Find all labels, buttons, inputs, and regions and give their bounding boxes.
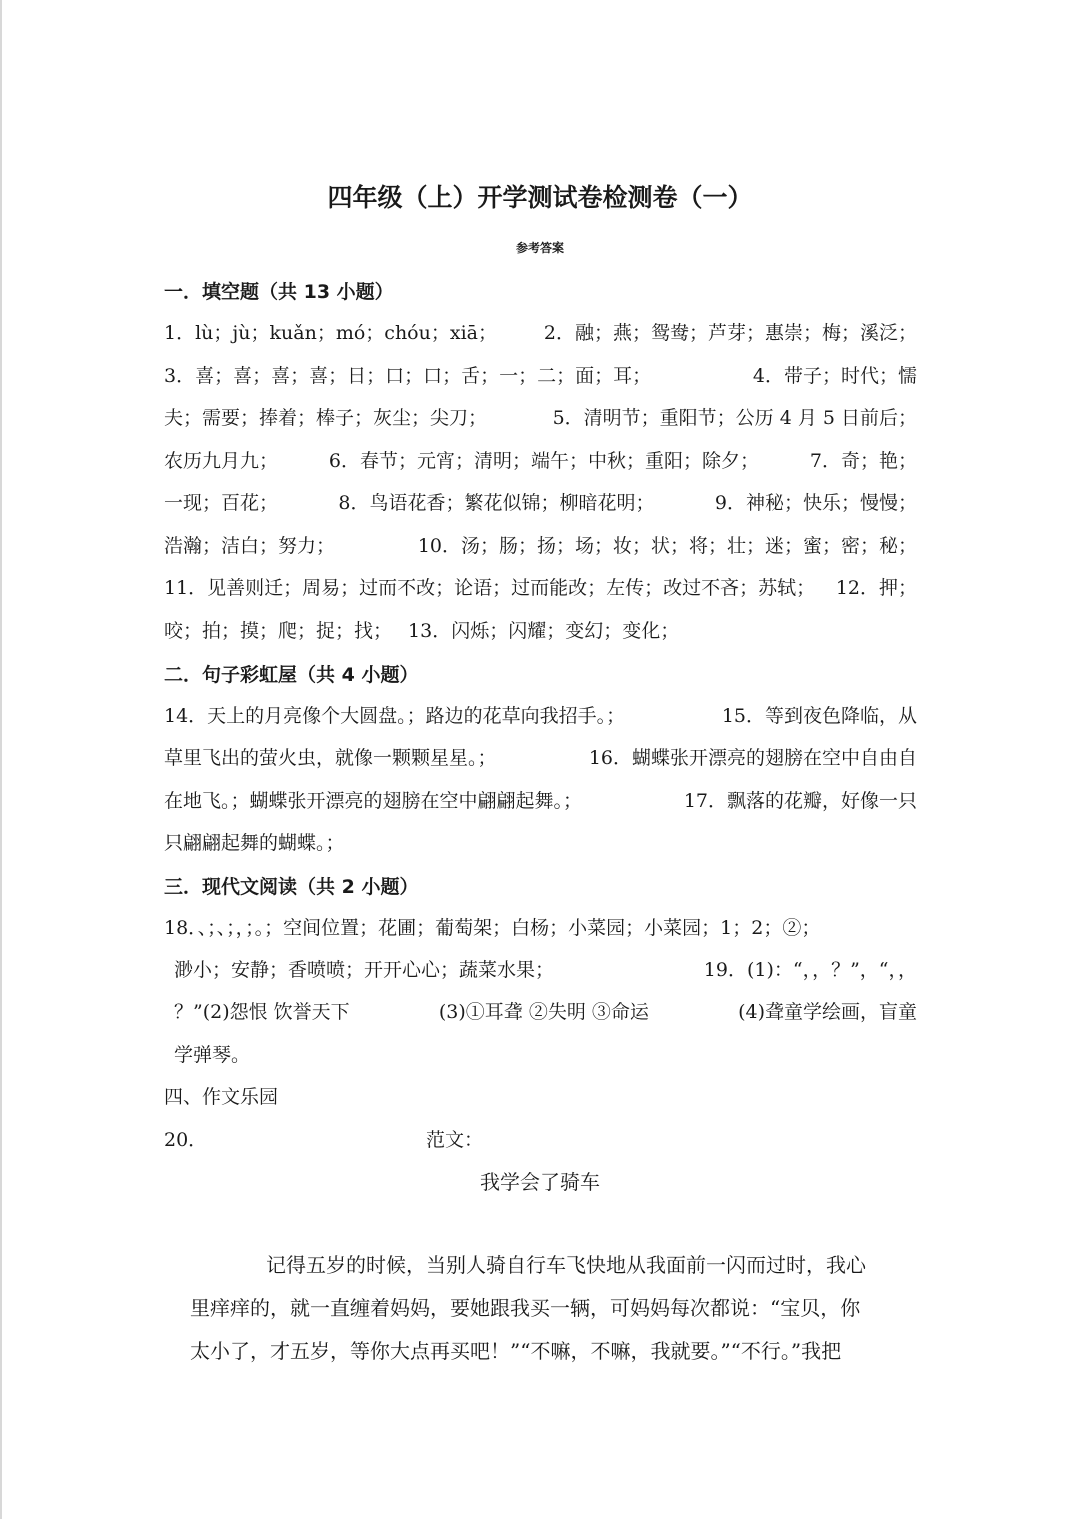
answer-segment: 7．奇；艳； — [809, 450, 917, 472]
answer-segment: 2．融；燕；鸳鸯；芦芽；惠崇；梅；溪泛； — [543, 322, 917, 344]
section1-heading: 一．填空题（共 13 小题） — [164, 281, 394, 303]
section1-line-5 — [164, 488, 917, 518]
answer-segment: 14．天上的月亮像个大圆盘。；路边的花草向我招手。； — [164, 705, 626, 727]
answer-segment: 学弹琴。 — [174, 1044, 251, 1066]
question-number: 20． — [164, 1129, 208, 1151]
answer-segment: 浩瀚；洁白；努力； — [164, 535, 336, 557]
essay-line-3 — [190, 1336, 917, 1366]
answer-segment: 咬；拍；摸；爬；捉；找； — [164, 620, 393, 642]
section2-line-1 — [164, 701, 917, 731]
answer-segment: 6．春节；元宵；清明；端午；中秋；重阳；除夕； — [328, 450, 759, 472]
answer-segment: 5．清明节；重阳节；公历 4 月 5 日前后； — [552, 407, 917, 429]
answer-segment: ？”(2)怨恨 饮誉天下 — [174, 1001, 350, 1023]
page-title: 四年级（上）开学测试卷检测卷（一） — [327, 183, 753, 212]
answer-segment: 只翩翩起舞的蝴蝶。； — [164, 832, 345, 854]
essay-line-2 — [190, 1293, 917, 1323]
answer-segment: (3)①耳聋 ②失明 ③命运 — [438, 1001, 649, 1023]
answer-segment: 9．神秘；快乐；慢慢； — [714, 492, 917, 514]
answer-segment: 夫；需要；捧着；棒子；灰尘；尖刀； — [164, 407, 488, 429]
answer-segment: 4．带子；时代；懦 — [752, 365, 917, 387]
section4-heading: 四、作文乐园 — [164, 1086, 279, 1108]
section1-line-2 — [164, 361, 917, 391]
answer-segment: 10．汤；肠；扬；场；妆；状；将；壮；迷；蜜；密；秘； — [417, 535, 917, 557]
section3-line-4 — [174, 1040, 917, 1070]
essay-text: 记得五岁的时候，当别人骑自行车飞快地从我面前一闪而过时，我心 — [266, 1253, 866, 1277]
answer-segment: 1．lù；jù；kuǎn；mó；chóu；xiā； — [164, 322, 497, 344]
answer-segment: 16．蝴蝶张开漂亮的翅膀在空中自由自 — [588, 747, 917, 769]
answer-segment: 13．闪烁；闪耀；变幻；变化； — [408, 620, 680, 642]
answer-segment: 渺小；安静；香喷喷；开开心心；蔬菜水果； — [174, 959, 555, 981]
answer-segment: 17．飘落的花瓣，好像一只 — [683, 790, 917, 812]
section1-line-4 — [164, 446, 917, 476]
answer-segment: 12．押； — [835, 577, 917, 599]
section3-line-3 — [174, 997, 917, 1027]
answer-segment: 3．喜；喜；喜；喜；日；口；口；舌；一；二；面；耳； — [164, 365, 652, 387]
section2-line-2 — [164, 743, 917, 773]
answer-segment: 18．、；、；，；。；空间位置；花圃；葡萄架；白杨；小菜园；小菜园；1；2；②； — [164, 917, 821, 939]
section2-heading: 二．句子彩虹屋（共 4 小题） — [164, 664, 419, 686]
section1-line-1 — [164, 318, 917, 348]
answer-segment: 农历九月九； — [164, 450, 279, 472]
section1-line-8 — [164, 616, 917, 646]
page-subtitle: 参考答案 — [515, 241, 564, 255]
page-edge — [0, 0, 2, 1519]
section2-line-4 — [164, 828, 917, 858]
essay-title: 我学会了骑车 — [480, 1170, 600, 1194]
section1-line-7 — [164, 573, 917, 603]
section3-line-2 — [174, 955, 917, 985]
section1-line-6 — [164, 531, 917, 561]
section3-line-1 — [164, 913, 917, 943]
answer-segment: 草里飞出的萤火虫，就像一颗颗星星。； — [164, 747, 497, 769]
sample-label: 范文： — [426, 1129, 484, 1151]
answer-segment: 在地飞。；蝴蝶张开漂亮的翅膀在空中翩翩起舞。； — [164, 790, 583, 812]
essay-text: 里痒痒的，就一直缠着妈妈，要她跟我买一辆，可妈妈每次都说：“宝贝，你 — [190, 1296, 861, 1320]
answer-segment: 15．等到夜色降临，从 — [721, 705, 917, 727]
essay-text: 太小了，才五岁，等你大点再买吧！”“不嘛，不嘛，我就要。”“不行。”我把 — [190, 1339, 842, 1363]
answer-segment: (4)聋童学绘画，盲童 — [738, 1001, 917, 1023]
answer-segment: 11．见善则迁；周易；过而不改；论语；过而能改；左传；改过不吝；苏轼； — [164, 577, 816, 599]
section2-line-3 — [164, 786, 917, 816]
section1-line-3 — [164, 403, 917, 433]
essay-line-1 — [266, 1250, 917, 1280]
answer-segment: 19．(1)：“，，？”，“，， — [703, 959, 917, 981]
answer-segment: 一现；百花； — [164, 492, 279, 514]
answer-segment: 8．鸟语花香；繁花似锦；柳暗花明； — [338, 492, 655, 514]
section3-heading: 三．现代文阅读（共 2 小题） — [164, 876, 419, 898]
